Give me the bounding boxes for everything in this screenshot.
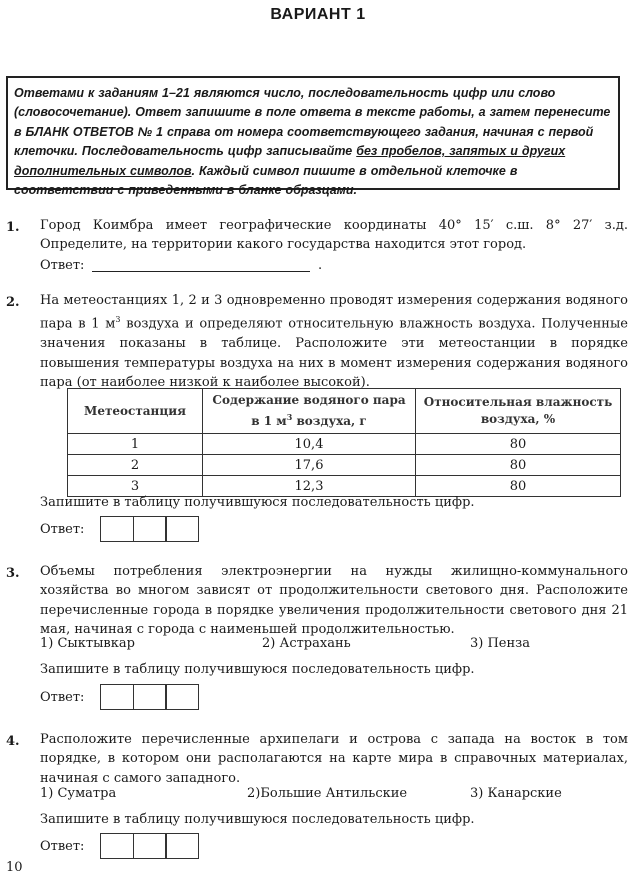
q2-instruction: Запишите в таблицу получившуюся последовательность цифр. (40, 495, 475, 510)
q4-answer-label: Ответ: (40, 839, 85, 854)
table-cell: 80 (416, 476, 621, 497)
table-cell: 80 (416, 434, 621, 455)
table-header-row (68, 389, 621, 434)
col-vapor-header: Содержание водяного пара в 1 $м^3$ воздуха, г (203, 389, 416, 434)
q2-answer-boxes (100, 516, 198, 542)
page-title: ВАРИАНТ 1 (270, 6, 366, 23)
answer-cell[interactable] (100, 833, 134, 859)
instructions-box (6, 76, 620, 198)
table-cell: 12,3 (203, 476, 416, 497)
table-row (68, 455, 621, 476)
q3-option-1: 1) Сыктывкар (40, 636, 135, 651)
answer-cell[interactable] (165, 684, 199, 710)
answer-cell[interactable] (133, 516, 167, 542)
answer-cell[interactable] (133, 684, 167, 710)
table-cell: 3 (68, 476, 203, 497)
q1-answer-end: . (318, 258, 323, 273)
q3-instruction: Запишите в таблицу получившуюся последовательность цифр. (40, 662, 475, 677)
instructions-underlined: без пробелов, запятых и других дополнительных символов (14, 144, 566, 178)
q3-text: Объемы потребления электроэнергии на нужды жилищно-коммунального хозяйства во многом зависят от продолжительности светового дня. Расположите перечисленные города в порядке увеличения продолжительности светового дня 21 мая, начиная с города с наименьшей продолжительностью. (40, 564, 628, 638)
q3-option-3: 3) Пенза (470, 636, 531, 651)
answer-cell[interactable] (165, 833, 199, 859)
q4-option-2: 2)Большие Антильские (247, 786, 408, 801)
q1-number: 1. (6, 220, 20, 235)
q2-number: 2. (6, 295, 20, 310)
q4-option-1: 1) Суматра (40, 786, 117, 801)
table-cell: 80 (416, 455, 621, 476)
q4-instruction: Запишите в таблицу получившуюся последовательность цифр. (40, 812, 475, 827)
table-cell: 17,6 (203, 455, 416, 476)
meteo-table (67, 388, 621, 497)
answer-cell[interactable] (165, 516, 199, 542)
table-cell: 1 (68, 434, 203, 455)
answer-cell[interactable] (133, 833, 167, 859)
table-row (68, 434, 621, 455)
instructions-text: Ответами к заданиям 1–21 являются число, последовательность цифр или слово (словосочетание). Ответ запишите в поле ответа в тексте работы, а затем перенесите в БЛАНК ОТВЕТОВ № 1 справа от номера соответствующего задания, начиная с первой клеточки. Последовательность цифр записывайте (14, 86, 611, 159)
q1-text: Город Коимбра имеет географические координаты 40° 15′ с.ш. 8° 27′ з.д. Определите, на территории какого государства находится этот город. (40, 218, 628, 253)
q3-answer-label: Ответ: (40, 690, 85, 705)
q3-number: 3. (6, 566, 20, 581)
page-number: 10 (6, 860, 23, 875)
q4-text: Расположите перечисленные архипелаги и острова с запада на восток в том порядке, в котором они располагаются на карте мира в справочных материалах, начиная с самого западного. (40, 732, 628, 786)
q2-answer-label: Ответ: (40, 522, 85, 537)
q3-answer-boxes (100, 684, 198, 710)
q1-answer-label: Ответ: (40, 258, 85, 273)
q2-text: На метеостанциях 1, 2 и 3 одновременно проводят измерения содержания водяного пара в 1 $м^3$ воздуха и определяют относительную влажность воздуха. Полученные значения показаны в таблице. Расположите эти метеостанции в порядке повышения температуры воздуха на них в момент измерения содержания водяного пара (от наиболее низкой к наиболее высокой). (40, 293, 628, 390)
answer-cell[interactable] (100, 516, 134, 542)
q4-number: 4. (6, 734, 20, 749)
col-station-header: Метеостанция (68, 389, 203, 434)
instructions-text-end: . Каждый символ пишите в отдельной клеточке в соответствии с приведенными в бланке образцами. (14, 163, 518, 198)
table-cell: 2 (68, 455, 203, 476)
col-humidity-header: Относительная влажность воздуха, % (416, 389, 621, 434)
q4-answer-boxes (100, 833, 198, 859)
table-cell: 10,4 (203, 434, 416, 455)
q4-option-3: 3) Канарские (470, 786, 562, 801)
q3-option-2: 2) Астрахань (262, 636, 351, 651)
answer-cell[interactable] (100, 684, 134, 710)
q1-answer-field[interactable] (92, 255, 310, 272)
